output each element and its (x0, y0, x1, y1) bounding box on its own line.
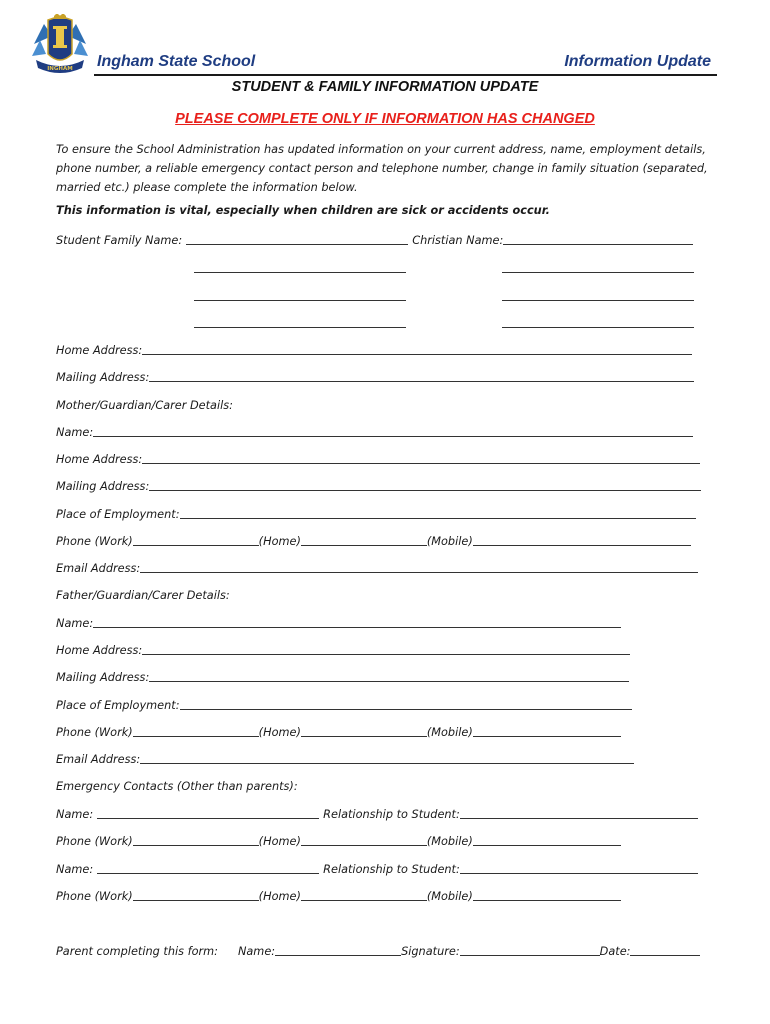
father-name-label: Name: (56, 617, 94, 630)
father-email-field[interactable] (140, 751, 634, 764)
father-employment-label: Place of Employment: (56, 699, 180, 712)
emergency1-phone-work-field[interactable] (133, 833, 259, 846)
father-section-heading: Father/Guardian/Carer Details: (56, 589, 230, 602)
emergency2-name-field[interactable] (97, 861, 319, 874)
mother-mailing-row (56, 475, 701, 493)
student-family-name-field[interactable] (194, 326, 406, 328)
mother-name-row (56, 421, 693, 439)
date-field[interactable] (630, 943, 700, 956)
father-home-address-field[interactable] (142, 642, 630, 655)
emergency1-phone-mobile-field[interactable] (473, 833, 621, 846)
emergency1-phone-work-label: Phone (Work) (56, 835, 133, 848)
mother-phone-work-label: Phone (Work) (56, 535, 133, 548)
mother-phone-row (56, 530, 691, 548)
emergency1-relationship-field[interactable] (460, 806, 698, 819)
emergency1-name-row (56, 803, 698, 821)
mother-phone-home-label: (Home) (258, 535, 301, 548)
mother-employment-row (56, 503, 696, 521)
emergency2-phone-mobile-field[interactable] (473, 888, 621, 901)
mother-mailing-address-label: Mailing Address: (56, 480, 150, 493)
home-address-field[interactable] (142, 342, 692, 355)
father-name-row (56, 612, 621, 630)
parent-name-field[interactable] (275, 943, 401, 956)
vital-notice: This information is vital, especially when children are sick or accidents occur. (56, 204, 550, 217)
parent-name-label: Name: (237, 945, 276, 958)
emergency2-relationship-label: Relationship to Student: (323, 863, 460, 876)
emergency2-name-label: Name: (56, 863, 94, 876)
emergency2-phone-home-field[interactable] (301, 888, 427, 901)
emergency2-relationship-field[interactable] (460, 861, 698, 874)
parent-completing-label: Parent completing this form: (56, 945, 218, 958)
parent-signoff-row (56, 940, 700, 958)
mother-phone-mobile-field[interactable] (473, 533, 691, 546)
emergency1-name-label: Name: (56, 808, 94, 821)
father-home-address-label: Home Address: (56, 644, 143, 657)
mother-phone-mobile-label: (Mobile) (426, 535, 473, 548)
document-type: Information Update (564, 53, 711, 70)
emergency1-name-field[interactable] (97, 806, 319, 819)
school-name: Ingham State School (97, 53, 256, 70)
emergency1-relationship-label: Relationship to Student: (323, 808, 460, 821)
father-email-label: Email Address: (56, 753, 141, 766)
father-employment-field[interactable] (180, 697, 632, 710)
mother-phone-work-field[interactable] (133, 533, 259, 546)
emergency1-phone-row (56, 830, 621, 848)
father-phone-row (56, 721, 621, 739)
christian-name-field[interactable] (502, 271, 694, 273)
emergency2-phone-work-field[interactable] (133, 888, 259, 901)
father-email-row (56, 748, 634, 766)
mother-home-address-label: Home Address: (56, 453, 143, 466)
header-divider (94, 74, 717, 76)
mother-email-field[interactable] (140, 560, 698, 573)
student-family-name-label: Student Family Name: (56, 234, 183, 247)
emergency1-phone-home-field[interactable] (301, 833, 427, 846)
mother-home-row (56, 448, 700, 466)
mother-email-label: Email Address: (56, 562, 141, 575)
student-family-name-field[interactable] (186, 232, 408, 245)
father-name-field[interactable] (93, 615, 621, 628)
father-phone-mobile-field[interactable] (473, 724, 621, 737)
father-phone-home-field[interactable] (301, 724, 427, 737)
father-phone-home-label: (Home) (258, 726, 301, 739)
emergency-heading-row (56, 775, 298, 793)
mother-employment-label: Place of Employment: (56, 508, 180, 521)
mother-phone-home-field[interactable] (301, 533, 427, 546)
mother-home-address-field[interactable] (142, 451, 700, 464)
mother-name-field[interactable] (93, 424, 693, 437)
mother-section-heading: Mother/Guardian/Carer Details: (56, 399, 233, 412)
signature-field[interactable] (460, 943, 600, 956)
father-mailing-address-field[interactable] (149, 669, 629, 682)
intro-paragraph: To ensure the School Administration has updated information on your current address, name, employment details, phone number, a reliable emergency contact person and telephone number, change in family situation (separated, married etc.) please complete the information below. (56, 143, 708, 194)
emergency1-phone-home-label: (Home) (258, 835, 301, 848)
emergency2-phone-home-label: (Home) (258, 890, 301, 903)
mailing-address-label: Mailing Address: (56, 371, 150, 384)
father-mailing-row (56, 666, 629, 684)
mother-heading-row (56, 394, 233, 412)
father-home-row (56, 639, 630, 657)
father-heading-row (56, 584, 230, 602)
home-address-row (56, 339, 692, 357)
emergency2-phone-mobile-label: (Mobile) (426, 890, 473, 903)
father-phone-work-label: Phone (Work) (56, 726, 133, 739)
svg-text:INGHAM: INGHAM (47, 66, 73, 72)
emergency2-phone-work-label: Phone (Work) (56, 890, 133, 903)
father-phone-work-field[interactable] (133, 724, 259, 737)
emergency-section-heading: Emergency Contacts (Other than parents): (56, 780, 298, 793)
christian-name-field[interactable] (502, 299, 694, 301)
school-crest-logo (30, 14, 90, 84)
mailing-address-field[interactable] (149, 369, 694, 382)
mailing-address-row (56, 366, 694, 384)
student-family-name-field[interactable] (194, 271, 406, 273)
christian-name-field[interactable] (502, 326, 694, 328)
emergency1-phone-mobile-label: (Mobile) (426, 835, 473, 848)
mother-mailing-address-field[interactable] (149, 478, 701, 491)
form-title: STUDENT & FAMILY INFORMATION UPDATE (231, 79, 539, 95)
mother-employment-field[interactable] (180, 506, 696, 519)
signature-label: Signature: (401, 945, 460, 958)
mother-name-label: Name: (56, 426, 94, 439)
emergency2-name-row (56, 858, 698, 876)
student-name-row (56, 229, 693, 247)
home-address-label: Home Address: (56, 344, 143, 357)
mother-email-row (56, 557, 698, 575)
christian-name-label: Christian Name: (412, 234, 504, 247)
father-mailing-address-label: Mailing Address: (56, 671, 150, 684)
christian-name-field[interactable] (503, 232, 693, 245)
student-family-name-field[interactable] (194, 299, 406, 301)
father-phone-mobile-label: (Mobile) (426, 726, 473, 739)
notice-banner: PLEASE COMPLETE ONLY IF INFORMATION HAS CHANGED (175, 111, 595, 127)
father-employment-row (56, 694, 632, 712)
emergency2-phone-row (56, 885, 621, 903)
date-label: Date: (599, 945, 631, 958)
